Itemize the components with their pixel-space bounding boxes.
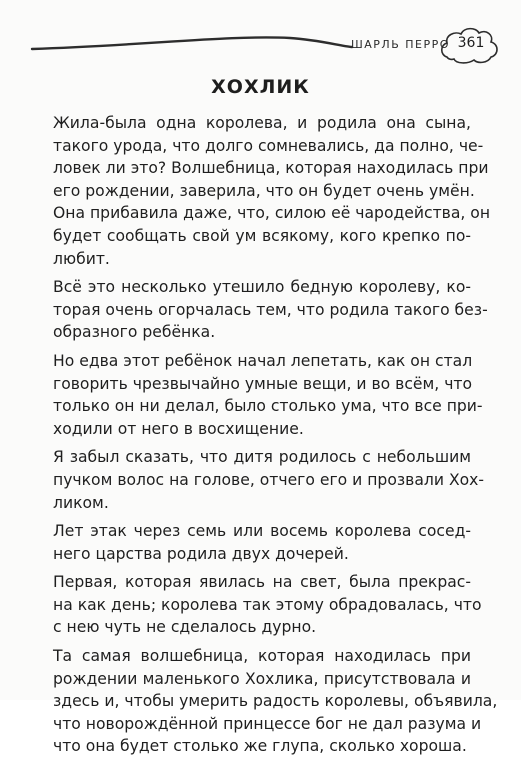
text-line: ловек ли это? Волшебница, которая находилась при [53, 159, 489, 178]
text-line: говорить чрезвычайно умные вещи, и во всём, что [53, 374, 473, 393]
paragraph [53, 645, 498, 758]
text-line: здесь и, чтобы умерить радость королевы, объявила, [53, 692, 498, 711]
text-line: ходили от него в восхищение. [53, 419, 304, 438]
text-line: будет сообщать свой ум всякому, кого крепко по- [53, 226, 471, 245]
story-text [53, 112, 498, 764]
text-line: Первая, которая явилась на свет, была прекрас- [53, 573, 471, 592]
text-line: Всё это несколько утешило бедную королеву, ко- [53, 278, 471, 297]
text-line: Та самая волшебница, которая находилась при [53, 647, 471, 666]
text-line: ликом. [53, 493, 109, 512]
text-line: Я забыл сказать, что дитя родилось с небольшим [53, 448, 471, 467]
text-line: на как день; королева так этому обрадовалась, что [53, 595, 482, 614]
text-line: любит. [53, 249, 110, 268]
header-ornament [0, 0, 521, 70]
text-line: торая очень огорчалась тем, что родила такого без- [53, 300, 488, 319]
text-line: Она прибавила даже, что, силою её чародейства, он [53, 204, 491, 223]
paragraph [53, 112, 491, 270]
text-line: образного ребёнка. [53, 323, 216, 342]
text-line: с нею чуть не сделалось дурно. [53, 618, 317, 637]
paragraph [53, 520, 471, 565]
text-line: что новорождённой принцессе бог не дал разума и [53, 714, 482, 733]
running-head: ШАРЛЬ ПЕРРО [351, 38, 450, 51]
text-line: Лет этак через семь или восемь королева сосед- [53, 522, 471, 541]
paragraph [53, 350, 483, 440]
header-rule [32, 37, 352, 49]
text-line: что она будет столько же глупа, сколько хороша. [53, 737, 467, 756]
paragraph [53, 446, 485, 514]
text-line: пучком волос на голове, отчего его и прозвали Хох- [53, 470, 485, 489]
page-number: 361 [457, 35, 485, 51]
text-line: него царства родила двух дочерей. [53, 544, 349, 563]
text-line: рождении маленького Хохлика, присутствовала и [53, 669, 471, 688]
text-line: Но едва этот ребёнок начал лепетать, как он стал [53, 351, 473, 370]
story-title: ХОХЛИК [211, 76, 310, 98]
text-line: его рождении, заверила, что он будет очень умён. [53, 181, 475, 200]
paragraph [53, 571, 482, 639]
text-line: только он ни делал, было столько ума, что все при- [53, 397, 483, 416]
paragraph [53, 276, 488, 344]
text-line: такого урода, что долго сомневались, да полно, че- [53, 136, 484, 155]
text-line: Жила-была одна королева, и родила она сына, [53, 114, 471, 132]
